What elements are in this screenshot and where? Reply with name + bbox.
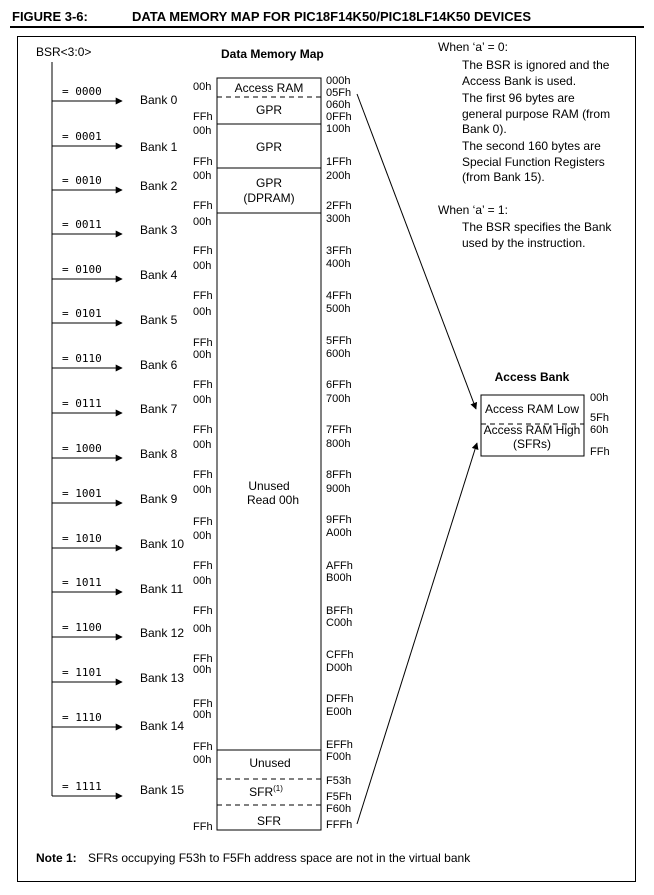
bsr-value: = 0010 [62,174,102,187]
bsr-value: = 1010 [62,532,102,545]
gpr-bank1-label: GPR [255,140,283,154]
bsr-value: = 1001 [62,487,102,500]
bsr-value: = 0111 [62,397,102,410]
map-title: Data Memory Map [221,47,324,61]
bsr-value: = 0101 [62,307,102,320]
bank-label: Bank 12 [140,626,185,640]
read-00h-label: Read 00h [246,493,300,507]
address-label: F5Fh [326,791,352,803]
bank-label: Bank 11 [140,582,184,596]
address-label: 4FFh [326,290,352,302]
bank-label: Bank 3 [140,223,178,237]
offset-00h: 00h [193,709,212,721]
offset-00h: 00h [193,125,212,137]
address-label: B00h [326,572,352,584]
address-label: 5FFh [326,335,352,347]
address-label: 060h [326,99,351,111]
bsr-value: = 0100 [62,263,102,276]
offset-00h: 00h [193,394,212,406]
address-label: 500h [326,303,351,315]
sfr-last-label: SFR [257,814,281,828]
bank-label: Bank 2 [140,179,178,193]
address-label: 9FFh [326,514,352,526]
offset-00h: 00h [193,260,212,272]
bank-label: Bank 14 [140,719,185,733]
offset-ffh: FFh [193,337,213,349]
access-addr-5fh: 5Fh [590,412,609,424]
offset-ffh: FFh [193,605,213,617]
offset-ffh: FFh [193,516,213,528]
address-label: BFFh [326,605,353,617]
bank-label: Bank 6 [140,358,178,372]
sfr-virtual-label: SFR$^{(1)}$ [249,784,283,799]
bsr-value: = 1011 [62,576,102,589]
bank-label: Bank 1 [140,140,178,154]
bsr-value: = 1100 [62,621,102,634]
address-label: 300h [326,213,351,225]
offset-ffh: FFh [193,741,213,753]
address-label: 400h [326,258,351,270]
figure-title: DATA MEMORY MAP FOR PIC18F14K50/PIC18LF14K50 DEVICES [132,9,532,24]
offset-00h: 00h [193,306,212,318]
offset-00h: 00h [193,754,212,766]
address-label: 600h [326,348,351,360]
offset-ffh: FFh [193,245,213,257]
offset-ffh: FFh [193,379,213,391]
bsr-value: = 1101 [62,666,102,679]
address-label: 7FFh [326,424,352,436]
address-label: C00h [326,617,353,629]
offset-00h: 00h [193,349,212,361]
bsr-value: = 0110 [62,352,102,365]
access-ram-label: Access RAM [234,81,304,95]
address-label: 2FFh [326,200,352,212]
bsr-value: = 1000 [62,442,102,455]
bank-label: Bank 0 [140,93,178,107]
offset-ffh: FFh [193,469,213,481]
address-label: AFFh [326,560,353,572]
offset-ffh: FFh [193,821,213,833]
access-ram-low-label: Access RAM Low [484,402,580,416]
offset-00h: 00h [193,170,212,182]
address-label: A00h [326,527,352,539]
access-addr-60h: 60h [590,424,609,436]
address-label: 200h [326,170,351,182]
offset-ffh: FFh [193,560,213,572]
address-label: EFFh [326,739,353,751]
offset-00h: 00h [193,439,212,451]
a1-line1: The BSR specifies the Bank used by the instruction. [462,220,612,250]
a0-line3: The second 160 bytes are Special Function Registers (from Bank 15). [462,139,605,184]
offset-ffh: FFh [193,653,213,665]
a0-line1: The BSR is ignored and the Access Bank is used. [462,58,610,88]
bsr-value: = 0000 [62,85,102,98]
access-high-arrow [357,443,477,824]
when-a1-label: When ‘a’ = 1: [438,203,508,217]
access-addr-00h: 00h [590,392,609,404]
bank-label: Bank 8 [140,447,178,461]
address-label: 800h [326,438,351,450]
address-label: CFFh [326,649,354,661]
address-label: 000h [326,75,351,87]
address-label: DFFh [326,693,354,705]
address-label: FFFh [326,819,353,831]
address-label: F53h [326,775,352,787]
when-a0-label: When ‘a’ = 0: [438,40,508,54]
offset-00h: 00h [193,623,212,635]
offset-ffh: FFh [193,200,213,212]
offset-ffh: FFh [193,698,213,710]
bsr-value: = 0001 [62,130,102,143]
gpr-bank2-label: GPR [255,176,283,190]
offset-ffh: FFh [193,290,213,302]
address-label: 05Fh [326,87,352,99]
unused-f-label: Unused [249,756,291,770]
offset-ffh: FFh [193,156,213,168]
sfrs-label: (SFRs) [513,437,551,451]
bank-label: Bank 7 [140,402,178,416]
gpr-bank0-label: GPR [255,103,283,117]
bank-label: Bank 9 [140,492,178,506]
figure-label: FIGURE 3-6: [12,9,88,24]
access-low-arrow [357,94,476,409]
offset-ffh: FFh [193,424,213,436]
access-bank-title: Access Bank [494,370,570,384]
unused-label: Unused [248,479,290,493]
bank-label: Bank 10 [140,537,185,551]
dpram-label: (DPRAM) [243,191,295,205]
bank-label: Bank 13 [140,671,185,685]
note-text: SFRs occupying F53h to F5Fh address space are not in the virtual bank [88,851,471,865]
access-addr-ffh: FFh [590,446,610,458]
address-label: F00h [326,751,352,763]
bsr-label: BSR<3:0> [36,45,92,59]
address-label: 1FFh [326,156,352,168]
address-label: 3FFh [326,245,352,257]
offset-00h: 00h [193,664,212,676]
access-ram-high-label: Access RAM High [483,423,581,437]
bank-label: Bank 15 [140,783,185,797]
offset-ffh: FFh [193,111,213,123]
address-label: D00h [326,662,353,674]
address-label: 8FFh [326,469,352,481]
note-label: Note 1: [36,851,77,865]
bsr-value: = 0011 [62,218,102,231]
bsr-value: = 1110 [62,711,102,724]
address-label: 100h [326,123,351,135]
bank-label: Bank 5 [140,313,178,327]
bank-label: Bank 4 [140,268,178,282]
offset-00h: 00h [193,216,212,228]
a0-line2: The first 96 bytes are general purpose RAM (from Bank 0). [462,91,611,136]
offset-00h: 00h [193,484,212,496]
offset-00h: 00h [193,530,212,542]
address-label: 900h [326,483,351,495]
address-label: E00h [326,706,352,718]
address-label: 0FFh [326,111,352,123]
address-label: 700h [326,393,351,405]
address-label: F60h [326,803,352,815]
address-label: 6FFh [326,379,352,391]
offset-00h: 00h [193,575,212,587]
bsr-value: = 1111 [62,780,102,793]
offset-00h: 00h [193,81,212,93]
